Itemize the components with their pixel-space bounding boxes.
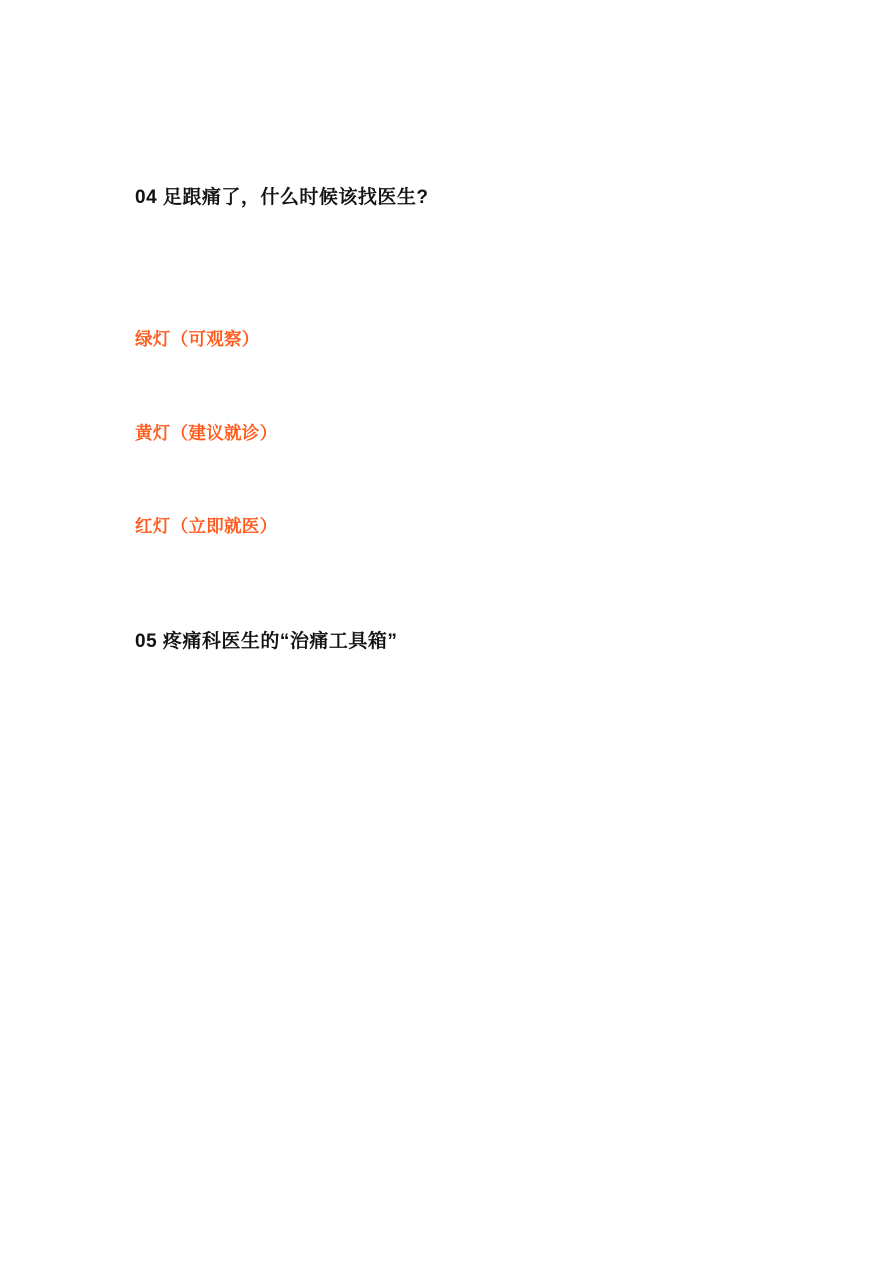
subheading-green-light: 绿灯（可观察） [135,329,260,349]
section-heading-05: 05 疼痛科医生的“治痛工具箱” [135,631,398,652]
section-heading-04: 04 足跟痛了，什么时候该找医生? [135,187,429,208]
subheading-yellow-light: 黄灯（建议就诊） [135,423,278,443]
subheading-red-light: 红灯（立即就医） [135,516,278,536]
